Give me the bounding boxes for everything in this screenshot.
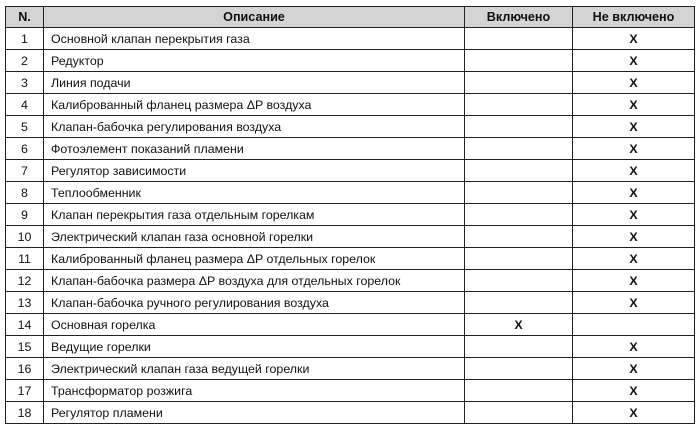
header-not-included: Не включено xyxy=(573,7,695,28)
row-description: Ведущие горелки xyxy=(44,336,465,358)
table-row xyxy=(6,226,695,248)
row-included-mark xyxy=(465,402,573,424)
row-included-mark xyxy=(465,116,573,138)
table-row xyxy=(6,380,695,402)
row-included-mark xyxy=(465,182,573,204)
header-num: N. xyxy=(6,7,44,28)
table-row xyxy=(6,182,695,204)
row-included-mark xyxy=(465,336,573,358)
header-included: Включено xyxy=(465,7,573,28)
components-table xyxy=(5,6,695,424)
row-not-included-mark: X xyxy=(573,28,695,50)
row-not-included-mark: X xyxy=(573,292,695,314)
row-included-mark xyxy=(465,204,573,226)
row-not-included-mark: X xyxy=(573,50,695,72)
table-row xyxy=(6,50,695,72)
row-description: Регулятор зависимости xyxy=(44,160,465,182)
row-not-included-mark: X xyxy=(573,116,695,138)
row-number: 7 xyxy=(6,160,44,182)
row-description: Калиброванный фланец размера ΔP отдельных горелок xyxy=(44,248,465,270)
row-description: Клапан перекрытия газа отдельным горелкам xyxy=(44,204,465,226)
row-included-mark xyxy=(465,138,573,160)
row-not-included-mark: X xyxy=(573,72,695,94)
row-included-mark xyxy=(465,380,573,402)
row-description: Основной клапан перекрытия газа xyxy=(44,28,465,50)
row-not-included-mark: X xyxy=(573,402,695,424)
row-description: Теплообменник xyxy=(44,182,465,204)
row-included-mark: X xyxy=(465,314,573,336)
row-number: 18 xyxy=(6,402,44,424)
row-number: 14 xyxy=(6,314,44,336)
row-description: Линия подачи xyxy=(44,72,465,94)
row-included-mark xyxy=(465,248,573,270)
row-not-included-mark: X xyxy=(573,204,695,226)
row-number: 4 xyxy=(6,94,44,116)
row-number: 8 xyxy=(6,182,44,204)
row-number: 10 xyxy=(6,226,44,248)
table-row xyxy=(6,292,695,314)
table-row xyxy=(6,138,695,160)
row-description: Электрический клапан газа основной горелки xyxy=(44,226,465,248)
row-not-included-mark: X xyxy=(573,94,695,116)
row-included-mark xyxy=(465,270,573,292)
header-row xyxy=(6,7,695,28)
row-included-mark xyxy=(465,50,573,72)
table-row xyxy=(6,72,695,94)
row-number: 3 xyxy=(6,72,44,94)
row-number: 6 xyxy=(6,138,44,160)
row-number: 9 xyxy=(6,204,44,226)
table-body xyxy=(6,28,695,424)
row-number: 12 xyxy=(6,270,44,292)
row-not-included-mark: X xyxy=(573,336,695,358)
row-number: 15 xyxy=(6,336,44,358)
table-row xyxy=(6,160,695,182)
table-row xyxy=(6,28,695,50)
row-description: Фотоэлемент показаний пламени xyxy=(44,138,465,160)
row-number: 11 xyxy=(6,248,44,270)
table-row xyxy=(6,402,695,424)
table-row xyxy=(6,270,695,292)
row-included-mark xyxy=(465,28,573,50)
table-row xyxy=(6,248,695,270)
row-number: 13 xyxy=(6,292,44,314)
row-not-included-mark: X xyxy=(573,358,695,380)
table-row xyxy=(6,336,695,358)
row-not-included-mark: X xyxy=(573,380,695,402)
row-included-mark xyxy=(465,292,573,314)
table-row xyxy=(6,116,695,138)
table-header xyxy=(6,7,695,28)
row-not-included-mark: X xyxy=(573,160,695,182)
row-not-included-mark: X xyxy=(573,138,695,160)
row-description: Трансформатор розжига xyxy=(44,380,465,402)
row-included-mark xyxy=(465,160,573,182)
row-description: Клапан-бабочка ручного регулирования воздуха xyxy=(44,292,465,314)
row-number: 2 xyxy=(6,50,44,72)
table-row xyxy=(6,94,695,116)
row-description: Регулятор пламени xyxy=(44,402,465,424)
row-not-included-mark: X xyxy=(573,226,695,248)
row-description: Электрический клапан газа ведущей горелки xyxy=(44,358,465,380)
row-included-mark xyxy=(465,72,573,94)
row-description: Калиброванный фланец размера ΔP воздуха xyxy=(44,94,465,116)
table-row xyxy=(6,358,695,380)
row-number: 16 xyxy=(6,358,44,380)
table-row xyxy=(6,314,695,336)
row-not-included-mark xyxy=(573,314,695,336)
row-number: 17 xyxy=(6,380,44,402)
table-row xyxy=(6,204,695,226)
row-not-included-mark: X xyxy=(573,270,695,292)
row-description: Клапан-бабочка размера ΔP воздуха для отдельных горелок xyxy=(44,270,465,292)
row-included-mark xyxy=(465,226,573,248)
row-description: Основная горелка xyxy=(44,314,465,336)
row-not-included-mark: X xyxy=(573,182,695,204)
row-description: Редуктор xyxy=(44,50,465,72)
row-not-included-mark: X xyxy=(573,248,695,270)
header-description: Описание xyxy=(44,7,465,28)
row-included-mark xyxy=(465,94,573,116)
row-number: 5 xyxy=(6,116,44,138)
row-included-mark xyxy=(465,358,573,380)
row-number: 1 xyxy=(6,28,44,50)
row-description: Клапан-бабочка регулирования воздуха xyxy=(44,116,465,138)
